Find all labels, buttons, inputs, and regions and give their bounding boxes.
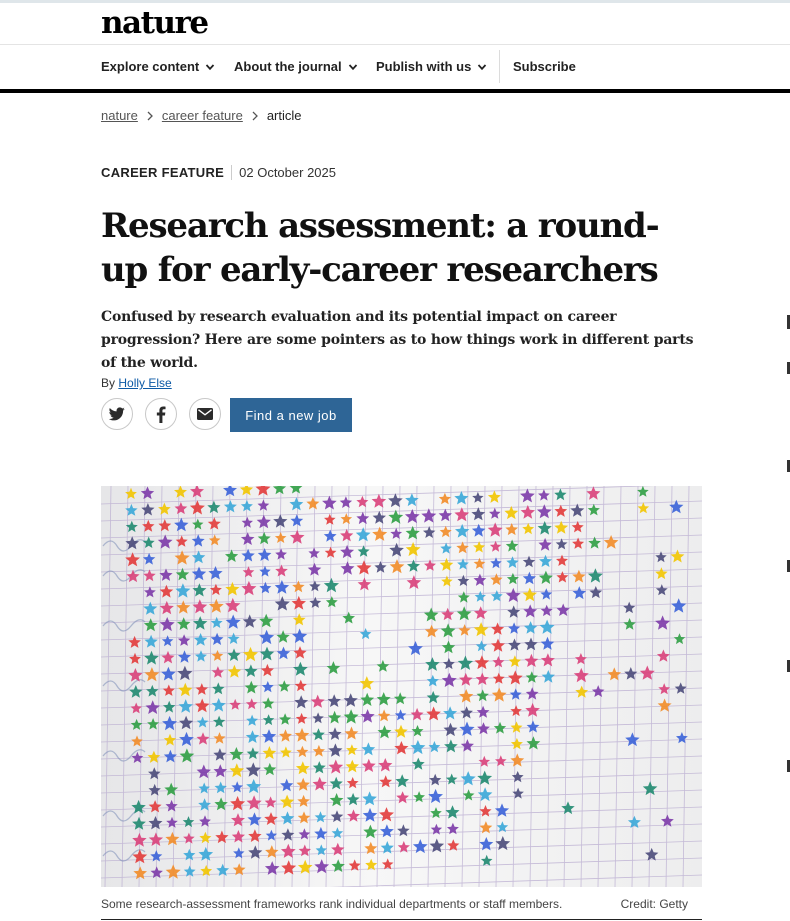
nav-item-label: Publish with us [376, 59, 472, 74]
chevron-down-icon [477, 62, 487, 72]
chevron-down-icon [348, 62, 358, 72]
figure-caption: Some research-assessment frameworks rank individual departments or staff members. [101, 897, 563, 911]
article-title: Research assessment: a round-up for early-career researchers [101, 206, 659, 290]
nav-rule [0, 89, 790, 93]
byline-prefix: By [101, 376, 116, 390]
figure-credit: Credit: Getty [620, 897, 688, 911]
nav-item-label: Subscribe [513, 59, 576, 74]
article-type[interactable]: CAREER FEATURE [101, 165, 225, 180]
meta-divider [231, 165, 232, 180]
breadcrumb-current: article [266, 108, 302, 123]
nav-publish-with-us[interactable] [376, 59, 487, 74]
article-meta [101, 165, 336, 180]
nav-about-journal[interactable] [234, 59, 358, 74]
chevron-right-icon [251, 111, 259, 121]
twitter-icon [109, 407, 125, 421]
breadcrumb-nature[interactable]: nature [101, 108, 138, 123]
article-date: 02 October 2025 [239, 165, 336, 180]
author-link[interactable]: Holly Else [118, 376, 172, 390]
chevron-down-icon [205, 62, 215, 72]
share-twitter-button[interactable] [101, 398, 133, 430]
breadcrumb-career-feature[interactable]: career feature [161, 108, 243, 123]
email-icon [197, 408, 213, 420]
nav-divider [499, 50, 500, 83]
figure-caption-block [101, 887, 702, 920]
facebook-icon [156, 406, 166, 423]
find-job-button[interactable]: Find a new job [230, 398, 352, 432]
share-email-button[interactable] [189, 398, 221, 430]
breadcrumb [101, 108, 302, 123]
main-nav [0, 45, 790, 89]
byline [101, 376, 172, 390]
article-image [101, 486, 702, 887]
nav-item-label: About the journal [234, 59, 342, 74]
nav-subscribe[interactable] [513, 59, 576, 74]
chevron-right-icon [146, 111, 154, 121]
share-facebook-button[interactable] [145, 398, 177, 430]
nav-item-label: Explore content [101, 59, 200, 74]
star-chart-photo [101, 486, 702, 887]
nav-explore-content[interactable] [101, 59, 215, 74]
logo-bar [0, 3, 790, 45]
article-standfirst: Confused by research evaluation and its potential impact on career progression? Here are some pointers as to how things work in different parts of the world. [101, 309, 694, 371]
nature-logo[interactable]: nature [101, 5, 208, 41]
